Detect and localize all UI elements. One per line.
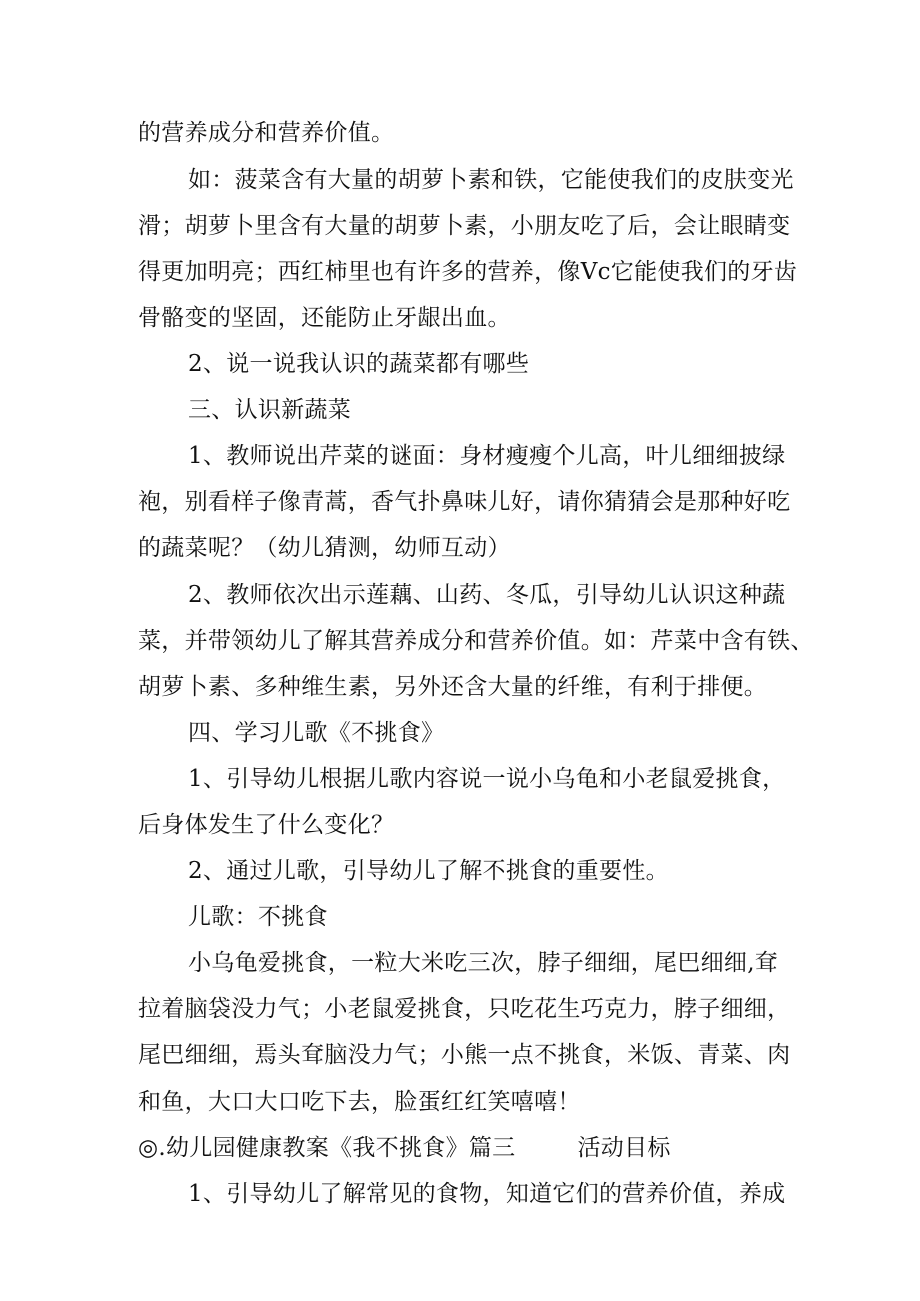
paragraph-line: 胡萝卜素、多种维生素，另外还含大量的纤维，有利于排便。 [138, 674, 768, 700]
paragraph-line: 的蔬菜呢？（幼儿猜测，幼师互动） [138, 535, 511, 561]
paragraph-line: 菜，并带领幼儿了解其营养成分和营养价值。如：芹菜中含有铁、 [138, 628, 814, 654]
paragraph-line: 1、引导幼儿了解常见的食物，知道它们的营养价值，养成 [188, 1181, 786, 1207]
paragraph-line: 2、教师依次出示莲藕、山药、冬瓜，引导幼儿认识这种蔬 [188, 582, 786, 608]
paragraph-line: 的营养成分和营养价值。 [138, 120, 395, 146]
paragraph-line: 2、通过儿歌，引导幼儿了解不挑食的重要性。 [188, 858, 669, 884]
paragraph-line: 滑；胡萝卜里含有大量的胡萝卜素，小朋友吃了后，会让眼睛变 [138, 213, 791, 239]
song-line: 尾巴细细，焉头耷脑没力气；小熊一点不挑食，米饭、青菜、肉 [138, 1042, 791, 1068]
paragraph-line: 2、说一说我认识的蔬菜都有哪些 [188, 351, 530, 377]
song-line: 小乌龟爱挑食，一粒大米吃三次，脖子细细，尾巴细细,耷 [188, 950, 779, 976]
paragraph-line: 1、教师说出芹菜的谜面：身材瘦瘦个儿高，叶儿细细披绿 [188, 443, 786, 469]
lesson-section-subtitle: 活动目标 [577, 1135, 671, 1161]
section-heading: 四、学习儿歌《不挑食》 [188, 720, 445, 746]
song-title: 儿歌：不挑食 [188, 904, 328, 930]
paragraph-line: 后身体发生了什么变化？ [138, 812, 395, 838]
paragraph-line: 袍，别看样子像青蒿，香气扑鼻味儿好，请你猜猜会是那种好吃 [138, 489, 791, 515]
paragraph-line: 1、引导幼儿根据儿歌内容说一说小乌龟和小老鼠爱挑食， [188, 766, 786, 792]
paragraph-line: 骨骼变的坚固，还能防止牙龈出血。 [138, 305, 511, 331]
song-line: 拉着脑袋没力气；小老鼠爱挑食，只吃花生巧克力，脖子细细， [138, 996, 791, 1022]
lesson-section-title: ◎.幼儿园健康教案《我不挑食》篇三 [138, 1135, 516, 1161]
paragraph-line: 得更加明亮；西红柿里也有许多的营养，像Vc它能使我们的牙齿 [138, 259, 798, 285]
lesson-section-heading [138, 1133, 671, 1165]
song-line: 和鱼，大口大口吃下去，脸蛋红红笑嘻嘻！ [138, 1089, 581, 1115]
paragraph-line: 如：菠菜含有大量的胡萝卜素和铁，它能使我们的皮肤变光 [188, 167, 794, 193]
section-heading: 三、认识新蔬菜 [188, 397, 352, 423]
